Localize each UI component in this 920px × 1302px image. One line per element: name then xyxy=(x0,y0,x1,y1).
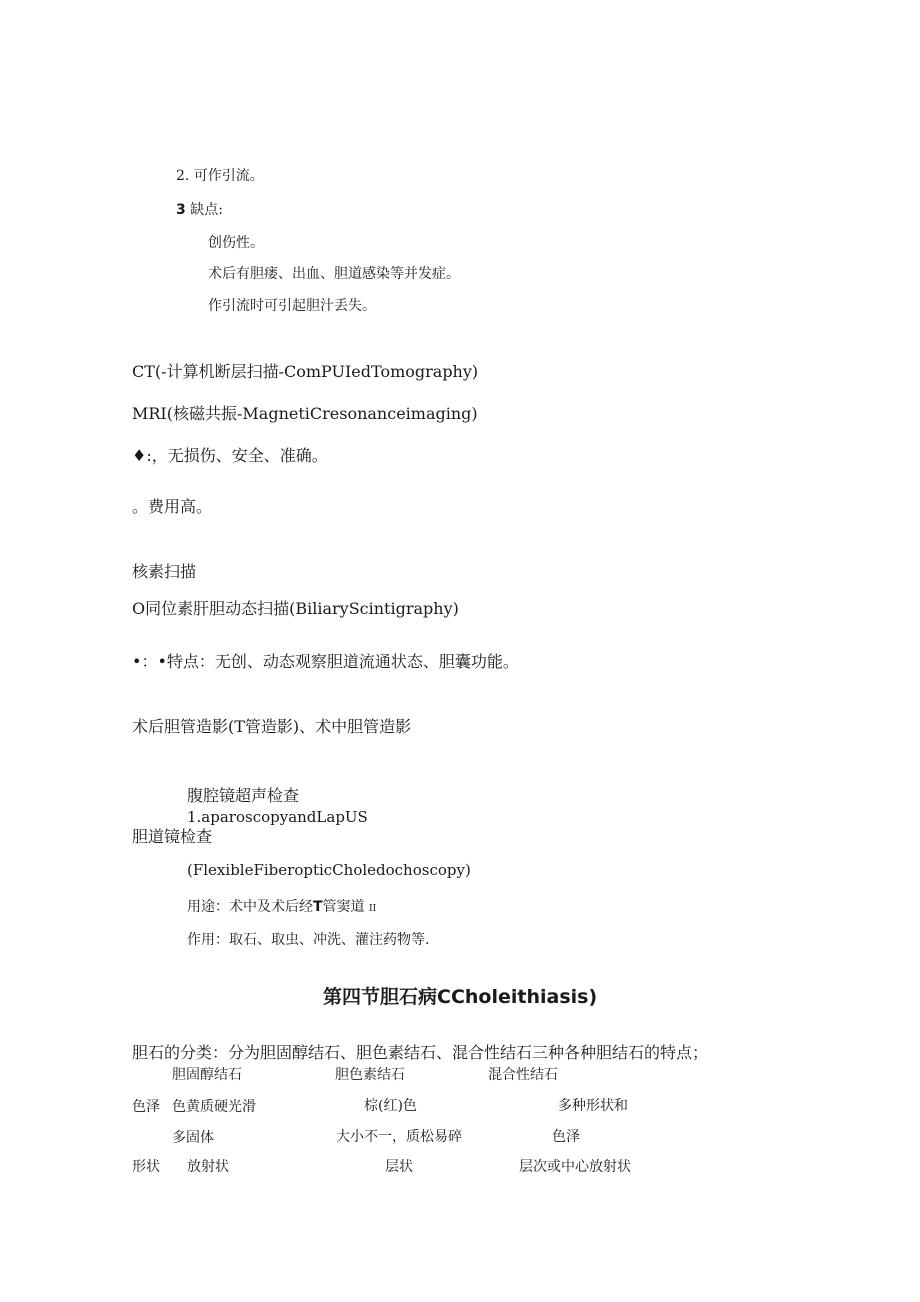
table-cell: 棕(红)色 xyxy=(364,1098,417,1114)
table-cell: 多固体 xyxy=(172,1130,214,1146)
list-item-disadvantages-heading xyxy=(176,203,223,217)
table-header-mixed: 混合性结石 xyxy=(488,1067,558,1083)
table-row-label-color: 色泽 xyxy=(132,1099,160,1115)
table-header-pigment: 胆色素结石 xyxy=(335,1067,405,1083)
scope-use-prefix: 用途：术中及术后经 xyxy=(187,899,313,915)
scope-english: (FlexibleFiberopticCholedochoscopy) xyxy=(187,861,471,879)
list-number: 3 xyxy=(176,202,186,218)
table-header-cholesterol: 胆固醇结石 xyxy=(172,1067,242,1083)
disadvantage-item-3: 作引流时可引起胆汁丢失。 xyxy=(208,298,376,314)
list-label: 缺点: xyxy=(190,202,223,218)
scope-title: 胆道镜检查 xyxy=(132,827,213,846)
isotope-line: O同位素肝胆动态扫描(BiliaryScintigraphy) xyxy=(132,599,459,618)
table-cell: 放射状 xyxy=(187,1159,229,1175)
list-item-drainage xyxy=(176,169,264,183)
scope-use-mark: II xyxy=(369,904,377,914)
ct-line: CT(-计算机断层扫描-ComPUIedTomography) xyxy=(132,362,479,381)
table-cell: 多种形状和 xyxy=(558,1098,628,1114)
list-item-text: 2. 可作引流。 xyxy=(176,168,264,184)
table-cell: 大小不一，质松易碎 xyxy=(336,1129,462,1145)
mri-line: MRI(核磁共振-MagnetiCresonanceimaging) xyxy=(132,404,478,423)
disadvantage-item-2: 术后有胆瘘、出血、胆道感染等并发症。 xyxy=(208,266,460,282)
scope-use-t: T xyxy=(313,899,323,915)
scope-use xyxy=(187,900,376,914)
table-cell: 色泽 xyxy=(552,1129,580,1145)
lap-us-title: 腹腔镜超声检查 xyxy=(187,786,300,805)
nuclear-features: •：•特点：无创、动态观察胆道流通状态、胆囊功能。 xyxy=(132,652,519,671)
section-title: 第四节胆石病CCholeithiasis) xyxy=(323,986,598,1008)
disadvantage-item-1: 创伤性。 xyxy=(208,235,264,251)
nuclear-title: 核素扫描 xyxy=(132,562,197,581)
scope-use-suffix: 管窦道 xyxy=(322,899,365,915)
classification-line: 胆石的分类：分为胆固醇结石、胆色素结石、混合性结石三种各种胆结石的特点； xyxy=(132,1043,709,1062)
mri-pros: ♦:，无损伤、安全、准确。 xyxy=(132,446,328,465)
lap-us-english: 1.aparoscopyandLapUS xyxy=(187,808,368,826)
table-row-label-shape: 形状 xyxy=(132,1159,160,1175)
cholangiography-line: 术后胆管造影(T管造影)、术中胆管造影 xyxy=(132,717,412,736)
table-cell: 层状 xyxy=(385,1159,413,1175)
mri-cons: 。费用高。 xyxy=(132,497,213,516)
table-cell: 色黄质硬光滑 xyxy=(172,1099,256,1115)
table-cell: 层次或中心放射状 xyxy=(519,1159,631,1175)
scope-function: 作用：取石、取虫、冲洗、灌注药物等. xyxy=(187,932,430,948)
